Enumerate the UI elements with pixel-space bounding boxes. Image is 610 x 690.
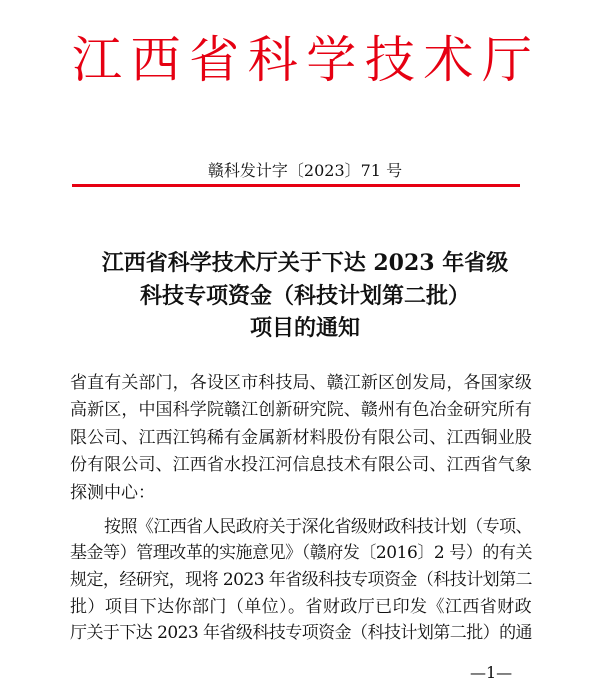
organization-char: 厅 — [481, 31, 532, 89]
page-number: —1— — [470, 663, 513, 682]
issuing-organization — [72, 30, 532, 90]
body-line: 基金等）管理改革的实施意见》（赣府发〔2016〕2 号）的有关 — [70, 543, 532, 563]
recipients-line: 探测中心： — [70, 483, 155, 503]
body-line: 批）项目下达你部门（单位）。省财政厅已印发《江西省财政 — [70, 597, 532, 617]
body-line: 厅关于下达 2023 年省级科技专项资金（科技计划第二批）的通 — [70, 623, 532, 643]
recipients-line: 省直有关部门，各设区市科技局、赣江新区创发局，各国家级 — [70, 373, 532, 393]
organization-char: 学 — [306, 31, 357, 89]
organization-char: 技 — [364, 31, 415, 89]
organization-char: 术 — [423, 31, 474, 89]
recipients-line: 限公司、江西江钨稀有金属新材料股份有限公司、江西铜业股 — [70, 428, 532, 448]
organization-char: 科 — [247, 31, 298, 89]
document-title-line: 江西省科学技术厅关于下达 2023 年省级 — [101, 250, 509, 276]
body-line: 按照《江西省人民政府关于深化省级财政科技计划（专项、 — [104, 517, 532, 537]
organization-char: 江 — [72, 31, 122, 89]
recipients-line: 份有限公司、江西省水投江河信息技术有限公司、江西省气象 — [70, 455, 532, 475]
body-line: 规定，经研究，现将 2023 年省级科技专项资金（科技计划第二 — [70, 570, 532, 590]
organization-char: 省 — [189, 31, 240, 89]
document-number: 赣科发计字〔2023〕71 号 — [207, 161, 403, 180]
organization-char: 西 — [130, 31, 181, 89]
document-title-line: 项目的通知 — [249, 315, 360, 341]
document-title-line: 科技专项资金（科技计划第二批） — [139, 283, 470, 309]
red-divider — [72, 184, 520, 187]
recipients-line: 高新区，中国科学院赣江创新研究院、赣州有色冶金研究所有 — [70, 400, 532, 420]
